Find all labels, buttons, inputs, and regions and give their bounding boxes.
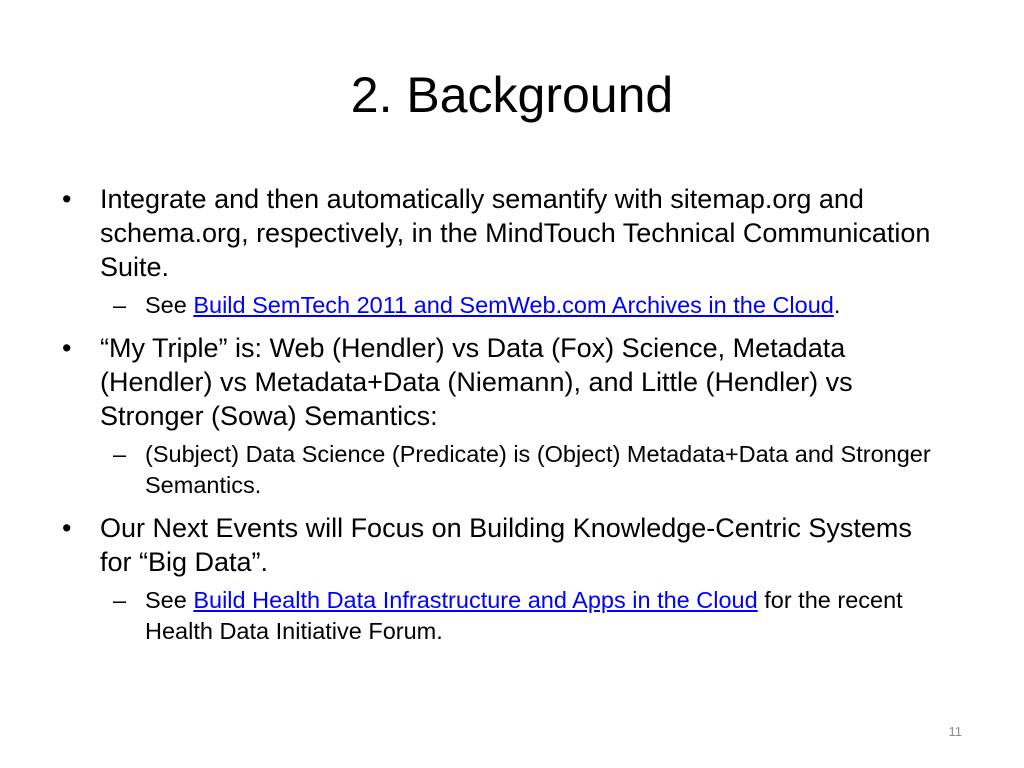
sub-bullet-marker: – [113, 292, 127, 318]
sub-bullet-prefix: See [145, 292, 194, 318]
semtech-archives-link[interactable]: Build SemTech 2011 and SemWeb.com Archives in the Cloud [193, 292, 834, 318]
slide-body [62, 182, 942, 657]
sub-bullet-suffix: . [833, 292, 841, 318]
bullet-marker: • [62, 513, 72, 543]
sub-bullet-item [62, 585, 942, 647]
health-data-link[interactable]: Build Health Data Infrastructure and Apps in the Cloud [193, 587, 758, 613]
sub-bullet-suffix: for the recent Health Data Initiative Forum. [145, 587, 903, 644]
bullet-text: Our Next Events will Focus on Building Knowledge-Centric Systems for “Big Data”. [100, 513, 912, 577]
sub-bullet-item [62, 439, 942, 501]
bullet-item [62, 511, 942, 579]
bullet-text: Integrate and then automatically semantify with sitemap.org and schema.org, respectively, in the MindTouch Technical Communication Suite. [100, 184, 931, 282]
bullet-text: “My Triple” is: Web (Hendler) vs Data (Fox) Science, Metadata (Hendler) vs Metadata+Data (Niemann), and Little (Hendler) vs Stronger (Sowa) Semantics: [100, 333, 853, 431]
sub-bullet-marker: – [113, 587, 127, 613]
sub-bullet-item [62, 290, 942, 321]
bullet-marker: • [62, 333, 72, 363]
sub-bullet-prefix: See [145, 587, 194, 613]
bullet-item [62, 331, 942, 433]
slide-title: 2. Background [350, 67, 674, 123]
bullet-item [62, 182, 942, 284]
bullet-marker: • [62, 184, 72, 214]
sub-bullet-marker: – [113, 441, 127, 467]
sub-bullet-text: (Subject) Data Science (Predicate) is (Object) Metadata+Data and Stronger Semantics. [145, 441, 931, 498]
page-number: 11 [948, 724, 962, 739]
